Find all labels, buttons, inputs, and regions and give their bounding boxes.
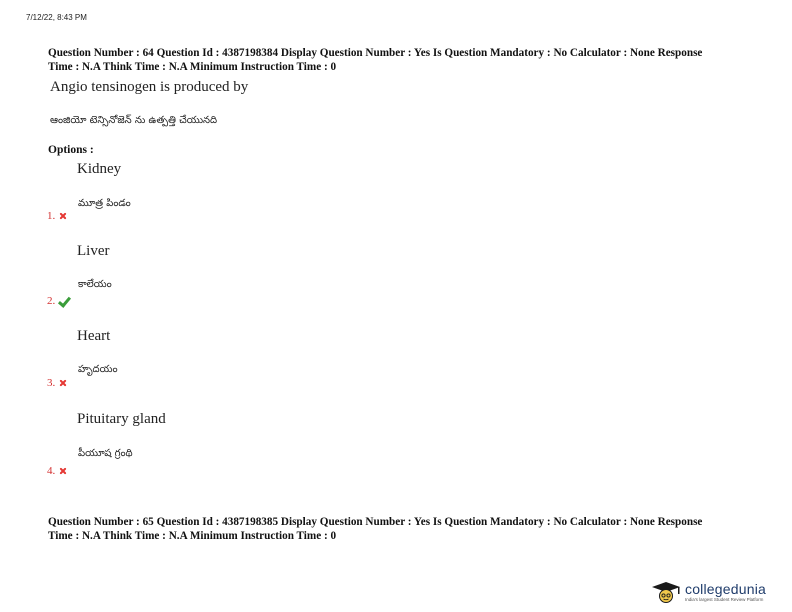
option-1-marker <box>47 210 68 222</box>
cross-icon <box>58 378 68 388</box>
graduate-cap-icon <box>651 580 681 604</box>
logo-name: collegedunia <box>685 580 767 597</box>
next-question-meta-line2: Time : N.A Think Time : N.A Minimum Instruction Time : 0 <box>48 529 337 542</box>
option-4-text-english: Pituitary gland <box>77 411 166 427</box>
next-question-meta-line1: Question Number : 65 Question Id : 4387198385 Display Question Number : Yes Is Question Mandatory : No Calculator : None Response <box>48 516 703 528</box>
logo-tagline: India's largest Student Review Platform <box>685 596 764 602</box>
option-2-text-telugu: కాలేయం <box>78 279 112 290</box>
option-1-text-telugu: మూత్ర పిండం <box>78 198 131 209</box>
question-text-telugu: ఆంజియో టెన్సినోజెన్ ను ఉత్పత్తి చేయునది <box>50 115 218 126</box>
question-meta-line2: Time : N.A Think Time : N.A Minimum Instruction Time : 0 <box>48 60 337 73</box>
option-4-text-telugu: పీయూష గ్రంథి <box>78 448 133 459</box>
question-meta <box>48 47 768 74</box>
option-4-marker <box>47 465 68 477</box>
option-1-text-english: Kidney <box>77 161 122 177</box>
option-3-number: 3. <box>47 377 56 389</box>
options-label: Options : <box>48 144 94 156</box>
option-3-marker <box>47 377 68 389</box>
question-text-english: Angio tensinogen is produced by <box>50 79 249 95</box>
next-question-meta <box>48 516 768 543</box>
cross-icon <box>58 211 68 221</box>
collegedunia-logo <box>651 580 766 604</box>
print-timestamp: 7/12/22, 8:43 PM <box>26 13 87 22</box>
option-2-marker <box>47 295 70 307</box>
option-1-number: 1. <box>47 210 56 222</box>
option-2-text-english: Liver <box>77 243 110 259</box>
check-icon <box>58 296 70 306</box>
question-meta-line1: Question Number : 64 Question Id : 4387198384 Display Question Number : Yes Is Question Mandatory : No Calculator : None Response <box>48 47 703 59</box>
option-3-text-telugu: హృదయం <box>78 364 118 375</box>
option-3-text-english: Heart <box>77 328 111 344</box>
option-2-number: 2. <box>47 295 56 307</box>
option-4-number: 4. <box>47 465 56 477</box>
cross-icon <box>58 466 68 476</box>
